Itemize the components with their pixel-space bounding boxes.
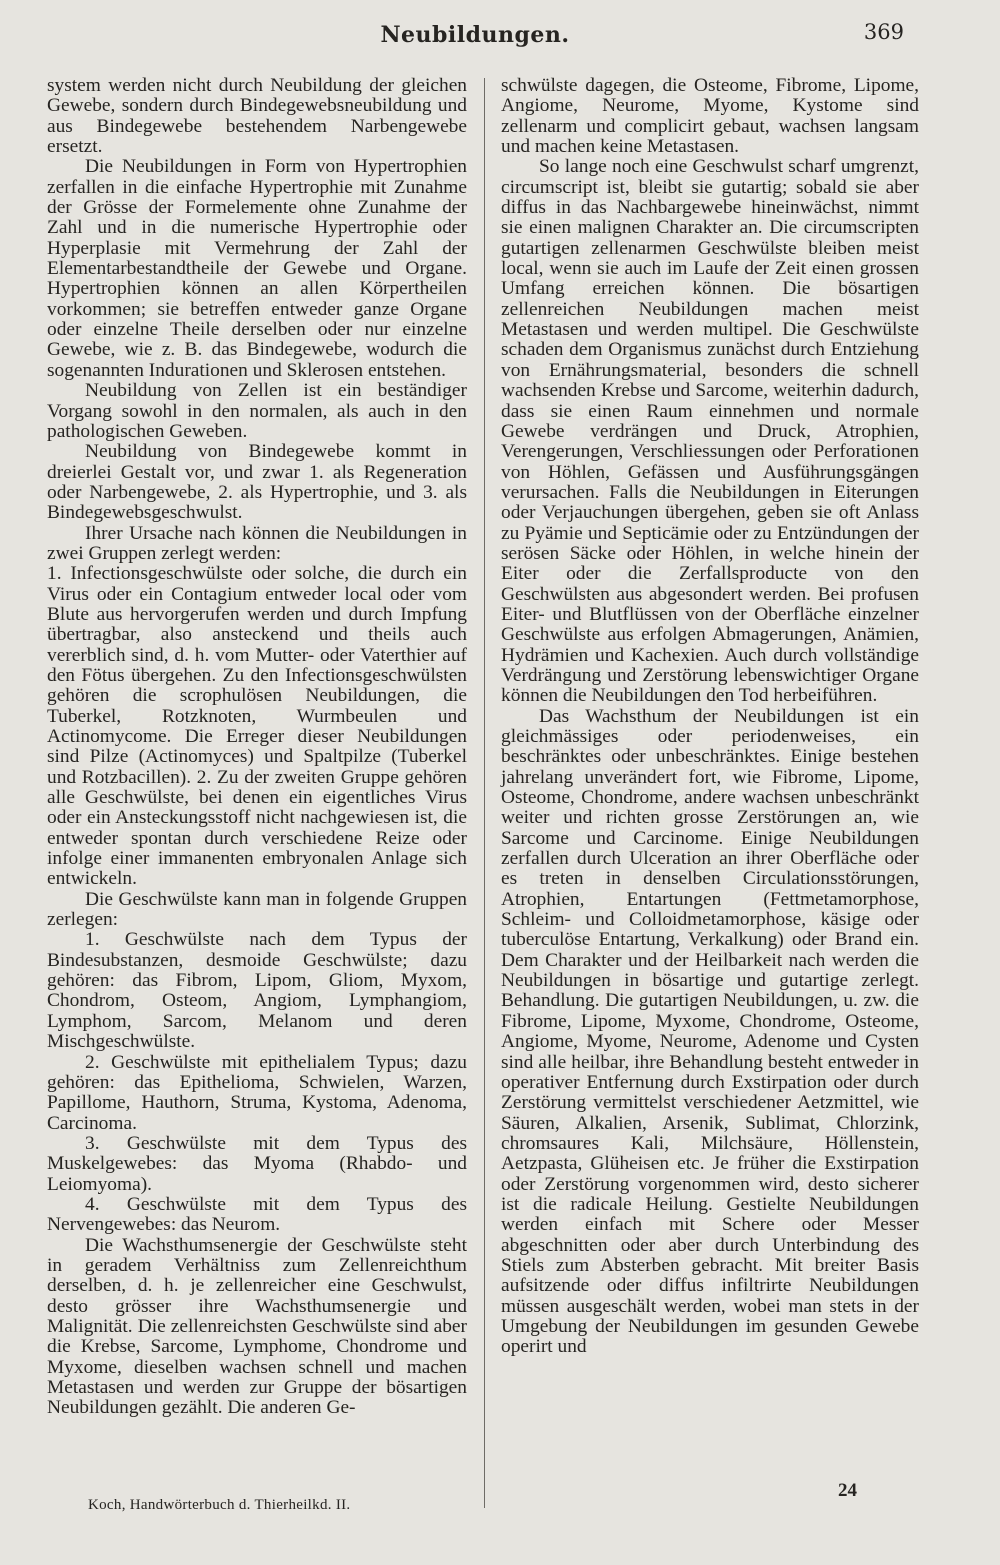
list-item: 4. Geschwülste mit dem Typus des Nervengewebes: das Neurom. (47, 1193, 467, 1236)
paragraph: system werden nicht durch Neubildung der gleichen Gewebe, sondern durch Bindegewebsneubildung und aus Bindegewebe bestehendem Narbengewebe ersetzt. (47, 75, 467, 158)
page-title: Neubildungen. (380, 22, 570, 48)
column-divider (484, 78, 485, 1508)
paragraph: schwülste dagegen, die Osteome, Fibrome, Lipome, Angiome, Neurome, Myome, Kystome sind zellenarm und complicirt gebaut, wachsen langsam und machen keine Metastasen. (501, 75, 919, 158)
signature-mark: 24 (838, 1480, 857, 1501)
footer-citation: Koch, Handwörterbuch d. Thierheilkd. II. (88, 1497, 351, 1513)
paragraph: 1. Infectionsgeschwülste oder solche, die durch ein Virus oder ein Contagium entweder local oder vom Blute aus hervorgerufen werden und durch Impfung übertragbar, also ansteckend und theils auch vererblich sind, d. h. vom Mutter- oder Vaterthier auf den Fötus übergehen. Zu den Infectionsgeschwülsten gehören die scrophulösen Neubildungen, die Tuberkel, Rotzknoten, Wurmbeulen und Actinomycome. Die Erreger dieser Neubildungen sind Pilze (Actinomyces) und Spaltpilze (Tuberkel und Rotzbacillen). 2. Zu der zweiten Gruppe gehören alle Geschwülste, bei denen ein eigentliches Virus oder ein Ansteckungsstoff nicht nachgewiesen ist, die entweder spontan durch verschiedene Reize oder infolge einer immanenten embryonalen Anlage sich entwickeln. (47, 563, 467, 890)
paragraph: Neubildung von Bindegewebe kommt in dreierlei Gestalt vor, und zwar 1. als Regeneration oder Narbengewebe, 2. als Hypertrophie, und 3. als Bindegewebsgeschwulst. (47, 441, 467, 524)
list-item: 2. Geschwülste mit epithelialem Typus; dazu gehören: das Epithelioma, Schwielen, Warzen, Papillome, Hauthorn, Struma, Kystoma, Adenoma, Carcinoma. (47, 1051, 467, 1134)
paragraph: Das Wachsthum der Neubildungen ist ein gleichmässiges oder periodenweises, ein beschränktes oder unbeschränktes. Einige bestehen jahrelang unverändert fort, wie Fibrome, Lipome, Osteome, Chondrome, andere wachsen unbeschränkt weiter und richten grosse Zerstörungen an, wie Sarcome und Carcinome. Einige Neubildungen zerfallen durch Ulceration an ihrer Oberfläche oder es treten in denselben Circulationsstörungen, Atrophien, Entartungen (Fettmetamorphose, Schleim- und Colloidmetamorphose, käsige oder tuberculöse Entartung, Verkalkung) oder Brand ein. Dem Charakter und der Heilbarkeit nach werden die Neubildungen in bösartige und gutartige zerlegt. Behandlung. Die gutartigen Neubildungen, u. zw. die Fibrome, Lipome, Myxome, Chondrome, Osteome, Angiome, Myome, Neurome, Adenome und Cysten sind alle heilbar, ihre Behandlung besteht entweder in operativer Entfernung durch Exstirpation oder durch Zerstörung vermittelst verschiedener Aetzmittel, wie Säuren, Alkalien, Arsenik, Sublimat, Chlorzink, chromsaures Kali, Milchsäure, Höllenstein, Aetzpasta, Glüheisen etc. Je früher die Exstirpation oder Zerstörung vorgenommen wird, desto sicherer ist die radicale Heilung. Gestielte Neubildungen werden einfach mit Schere oder Messer abgeschnitten oder aber durch Unterbindung des Stiels zum Absterben gebracht. Mit breiter Basis aufsitzende oder diffus infiltrirte Neubildungen müssen ausgeschält werden, wobei man stets in der Umgebung der Neubildungen im gesunden Gewebe operirt und (501, 705, 919, 1358)
left-column (47, 76, 467, 1419)
page-number: 369 (863, 20, 904, 44)
paragraph: Die Wachsthumsenergie der Geschwülste steht in geradem Verhältniss zum Zellenreichthum derselben, d. h. je zellenreicher eine Geschwulst, desto grösser ihre Wachsthumsenergie und Malignität. Die zellenreichsten Geschwülste sind aber die Krebse, Sarcome, Lymphome, Chondrome und Myxome, dieselben wachsen schnell und machen Metastasen und werden zur Gruppe der bösartigen Neubildungen gezählt. Die anderen Ge- (47, 1234, 467, 1419)
list-item: 1. Geschwülste nach dem Typus der Bindesubstanzen, desmoide Geschwülste; dazu gehören: das Fibrom, Lipom, Gliom, Myxom, Chondrom, Osteom, Angiom, Lymphangiom, Lymphom, Sarcom, Melanom und deren Mischgeschwülste. (47, 929, 467, 1053)
paragraph: So lange noch eine Geschwulst scharf umgrenzt, circumscript ist, bleibt sie gutartig; sobald sie aber diffus in das Nachbargewebe hineinwächst, nimmt sie einen malignen Charakter an. Die circumscripten gutartigen zellenarmen Geschwülste bleiben meist local, wenn sie auch im Laufe der Zeit einen grossen Umfang erreichen können. Die bösartigen zellenreichen Neubildungen machen meist Metastasen und werden multipel. Die Geschwülste schaden dem Organismus zunächst durch Entziehung von Ernährungsmaterial, besonders die schnell wachsenden Krebse und Sarcome, weiterhin dadurch, dass sie einen Raum einnehmen und normale Gewebe verdrängen und Druck, Atrophien, Verengerungen, Verschliessungen oder Perforationen von Höhlen, Gefässen und Ausführungsgängen verursachen. Falls die Neubildungen in Eiterungen oder Verjauchungen übergehen, geben sie oft Anlass zu Pyämie und Septicämie oder zu Entzündungen der serösen Säcke oder Höhlen, in welche hinein der Eiter oder die Zerfallsproducte von den Geschwülsten aus abgesondert werden. Bei profusen Eiter- und Blutflüssen von der Oberfläche einzelner Geschwülste aus erfolgen Abmagerungen, Anämien, Hydrämien und Kachexien. Auch durch vollständige Verdrängung und Zerstörung lebenswichtiger Organe können die Neubildungen den Tod herbeiführen. (501, 156, 919, 707)
paragraph: Ihrer Ursache nach können die Neubildungen in zwei Gruppen zerlegt werden: (47, 522, 467, 564)
paragraph: Die Neubildungen in Form von Hypertrophien zerfallen in die einfache Hypertrophie mit Zunahme der Grösse der Formelemente ohne Zunahme der Zahl und in die numerische Hypertrophie oder Hyperplasie mit Vermehrung der Zahl der Elementarbestandtheile der Gewebe und Organe. Hypertrophien können an allen Körpertheilen vorkommen; sie betreffen entweder ganze Organe oder einzelne Theile derselben oder nur einzelne Gewebe, wie z. B. das Bindegewebe, wodurch die sogenannten Indurationen und Sklerosen entstehen. (47, 156, 467, 381)
list-item: 3. Geschwülste mit dem Typus des Muskelgewebes: das Myoma (Rhabdo- und Leiomyoma). (47, 1132, 467, 1195)
paragraph: Neubildung von Zellen ist ein beständiger Vorgang sowohl in den normalen, als auch in den pathologischen Geweben. (47, 380, 467, 442)
running-header (0, 14, 1000, 54)
right-column (501, 76, 919, 1358)
paragraph: Die Geschwülste kann man in folgende Gruppen zerlegen: (47, 888, 467, 931)
